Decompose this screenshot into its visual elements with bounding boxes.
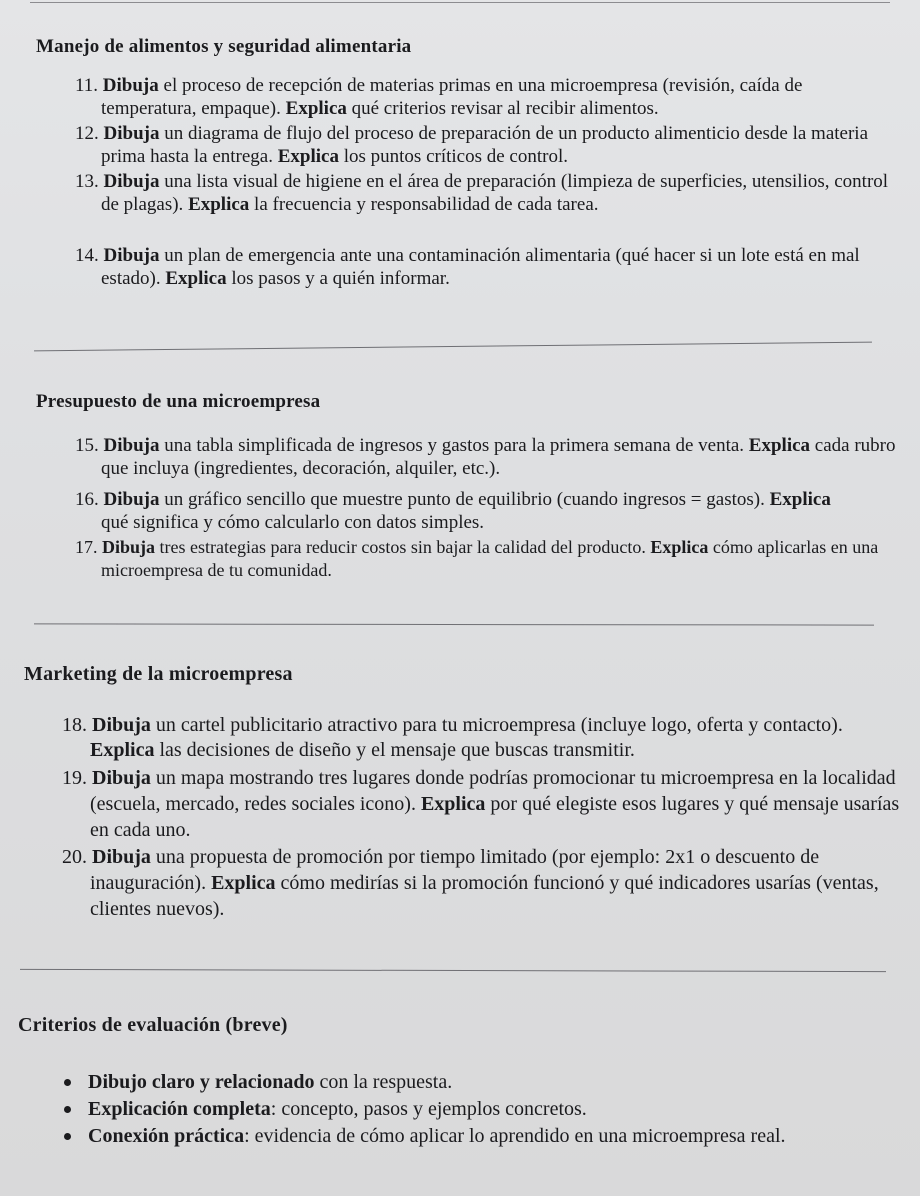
question-11: [75, 74, 891, 120]
question-text: una tabla simplificada de ingresos y gastos para la primera semana de venta.: [159, 435, 749, 456]
question-text: cómo aplicarlas en una microempresa de tu comunidad.: [101, 537, 879, 580]
criteria-text: : concepto, pasos y ejemplos concretos.: [270, 1098, 587, 1120]
verb-draw: Dibuja: [102, 537, 156, 557]
verb-draw: Dibuja: [102, 75, 159, 96]
question-number: 19.: [62, 767, 87, 789]
criteria-bold: Explicación completa: [88, 1098, 271, 1120]
verb-draw: Dibuja: [103, 489, 160, 510]
verb-explain: Explica: [277, 146, 339, 167]
verb-explain: Explica: [420, 793, 486, 815]
question-text: tres estrategias para reducir costos sin bajar la calidad del producto.: [155, 537, 651, 557]
question-number: 17.: [75, 537, 98, 557]
question-12: [75, 122, 901, 168]
top-divider: [30, 2, 890, 3]
criteria-item: [60, 1097, 880, 1121]
question-13: [75, 170, 891, 216]
verb-draw: Dibuja: [92, 846, 151, 868]
bullet-icon: [64, 1106, 71, 1113]
question-text: el proceso de recepción de materias primas en una microempresa (revisión, caída de temperatura, empaque).: [101, 75, 803, 119]
question-text: los pasos y a quién informar.: [226, 268, 450, 289]
question-18: [62, 713, 905, 763]
section-heading-budget: Presupuesto de una microempresa: [36, 391, 321, 412]
question-number: 15.: [75, 435, 99, 456]
verb-explain: Explica: [90, 739, 155, 761]
verb-explain: Explica: [165, 268, 227, 289]
criteria-list: [60, 1070, 880, 1151]
verb-draw: Dibuja: [92, 714, 151, 736]
question-number: 20.: [62, 846, 87, 868]
question-text: un mapa mostrando tres lugares donde podrías promocionar tu microempresa en la localidad (escuela, mercado, redes sociales icono).: [90, 767, 896, 815]
verb-explain: Explica: [650, 537, 709, 557]
verb-draw: Dibuja: [103, 171, 160, 192]
verb-explain: Explica: [188, 194, 250, 215]
verb-explain: Explica: [748, 435, 811, 456]
question-15: [75, 434, 901, 480]
section-divider: [34, 623, 874, 625]
question-text: qué significa y cómo calcularlo con datos simples.: [101, 512, 485, 533]
bullet-icon: [64, 1133, 71, 1140]
question-text: un cartel publicitario atractivo para tu microempresa (incluye logo, oferta y contacto).: [150, 714, 843, 736]
question-text: por qué elegiste esos lugares y qué mensaje usarías en cada uno.: [90, 793, 900, 841]
question-number: 18.: [62, 714, 87, 736]
verb-draw: Dibuja: [103, 245, 160, 266]
verb-explain: Explica: [285, 98, 347, 119]
verb-explain: Explica: [211, 872, 276, 894]
criteria-text: : evidencia de cómo aplicar lo aprendido en una microempresa real.: [244, 1125, 786, 1147]
question-number: 13.: [75, 171, 99, 192]
criteria-text: con la respuesta.: [314, 1071, 453, 1093]
question-text: cada rubro que incluya (ingredientes, decoración, alquiler, etc.).: [101, 435, 896, 479]
question-16: [75, 488, 861, 534]
section-divider: [34, 342, 872, 352]
criteria-bold: Dibujo claro y relacionado: [88, 1071, 315, 1093]
question-text: una lista visual de higiene en el área de preparación (limpieza de superficies, utensilios, control de plagas).: [101, 171, 889, 215]
question-text: qué criterios revisar al recibir alimentos.: [346, 98, 659, 119]
question-text: una propuesta de promoción por tiempo limitado (por ejemplo: 2x1 o descuento de inauguración).: [90, 846, 820, 894]
question-text: un diagrama de flujo del proceso de preparación de un producto alimenticio desde la materia prima hasta la entrega.: [101, 123, 868, 167]
question-text: la frecuencia y responsabilidad de cada tarea.: [249, 194, 599, 215]
section-divider: [20, 969, 886, 972]
question-number: 12.: [75, 123, 99, 144]
verb-draw: Dibuja: [103, 123, 160, 144]
question-number: 14.: [75, 245, 99, 266]
criteria-heading: Criterios de evaluación (breve): [18, 1014, 288, 1036]
question-text: cómo medirías si la promoción funcionó y qué indicadores usarías (ventas, clientes nuevos).: [90, 872, 879, 920]
verb-draw: Dibuja: [103, 435, 160, 456]
question-number: 11.: [75, 75, 99, 96]
question-17: [75, 536, 901, 582]
question-text: los puntos críticos de control.: [338, 146, 568, 167]
verb-explain: Explica: [769, 489, 831, 510]
criteria-bold: Conexión práctica: [88, 1125, 245, 1147]
question-number: 16.: [75, 489, 99, 510]
question-19: [62, 765, 910, 843]
question-14: [75, 244, 901, 290]
section-heading-food-safety: Manejo de alimentos y seguridad alimentaria: [36, 36, 412, 57]
verb-draw: Dibuja: [92, 767, 151, 789]
question-text: un gráfico sencillo que muestre punto de equilibrio (cuando ingresos = gastos).: [159, 489, 770, 510]
question-text: las decisiones de diseño y el mensaje que buscas transmitir.: [154, 739, 635, 761]
section-heading-marketing: Marketing de la microempresa: [24, 663, 293, 685]
bullet-icon: [64, 1079, 71, 1086]
question-20: [62, 844, 905, 922]
question-text: un plan de emergencia ante una contaminación alimentaria (qué hacer si un lote está en mal estado).: [101, 245, 860, 289]
criteria-item: [60, 1070, 880, 1094]
criteria-item: [60, 1124, 878, 1148]
